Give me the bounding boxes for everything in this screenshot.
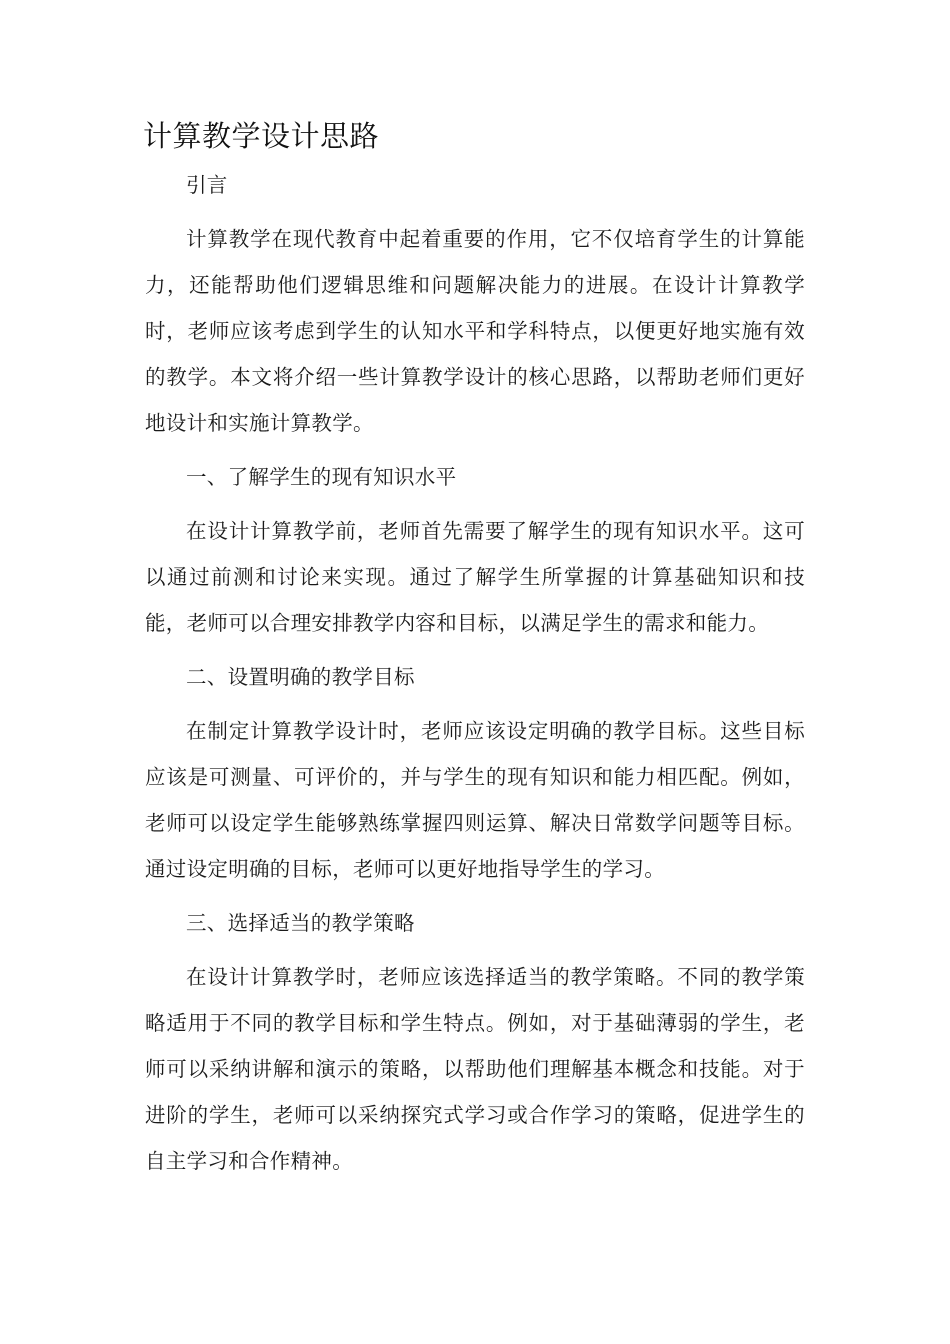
- section-1-paragraph: 在设计计算教学前，老师首先需要了解学生的现有知识水平。这可以通过前测和讨论来实现。通过了解学生所掌握的计算基础知识和技能，老师可以合理安排教学内容和目标，以满足学生的需求和能力。: [145, 519, 805, 635]
- section-3-paragraph: 在设计计算教学时，老师应该选择适当的教学策略。不同的教学策略适用于不同的教学目标和学生特点。例如，对于基础薄弱的学生，老师可以采纳讲解和演示的策略，以帮助他们理解基本概念和技能。对于进阶的学生，老师可以采纳探究式学习或合作学习的策略，促进学生的自主学习和合作精神。: [145, 965, 805, 1173]
- section-2-heading: 二、设置明确的教学目标: [186, 665, 415, 689]
- document-body: [145, 112, 805, 1184]
- intro-paragraph: 计算教学在现代教育中起着重要的作用，它不仅培育学生的计算能力，还能帮助他们逻辑思维和问题解决能力的进展。在设计计算教学时，老师应该考虑到学生的认知水平和学科特点，以便更好地实施有效的教学。本文将介绍一些计算教学设计的核心思路，以帮助老师们更好地设计和实施计算教学。: [145, 227, 805, 435]
- section-1-heading: 一、了解学生的现有知识水平: [186, 465, 457, 489]
- document-title: 计算教学设计思路: [143, 119, 380, 153]
- section-3-heading: 三、选择适当的教学策略: [186, 911, 415, 935]
- intro-heading: 引言: [186, 173, 228, 197]
- section-2-paragraph: 在制定计算教学设计时，老师应该设定明确的教学目标。这些目标应该是可测量、可评价的，并与学生的现有知识和能力相匹配。例如，老师可以设定学生能够熟练掌握四则运算、解决日常数学问题等目标。通过设定明确的目标，老师可以更好地指导学生的学习。: [145, 719, 805, 881]
